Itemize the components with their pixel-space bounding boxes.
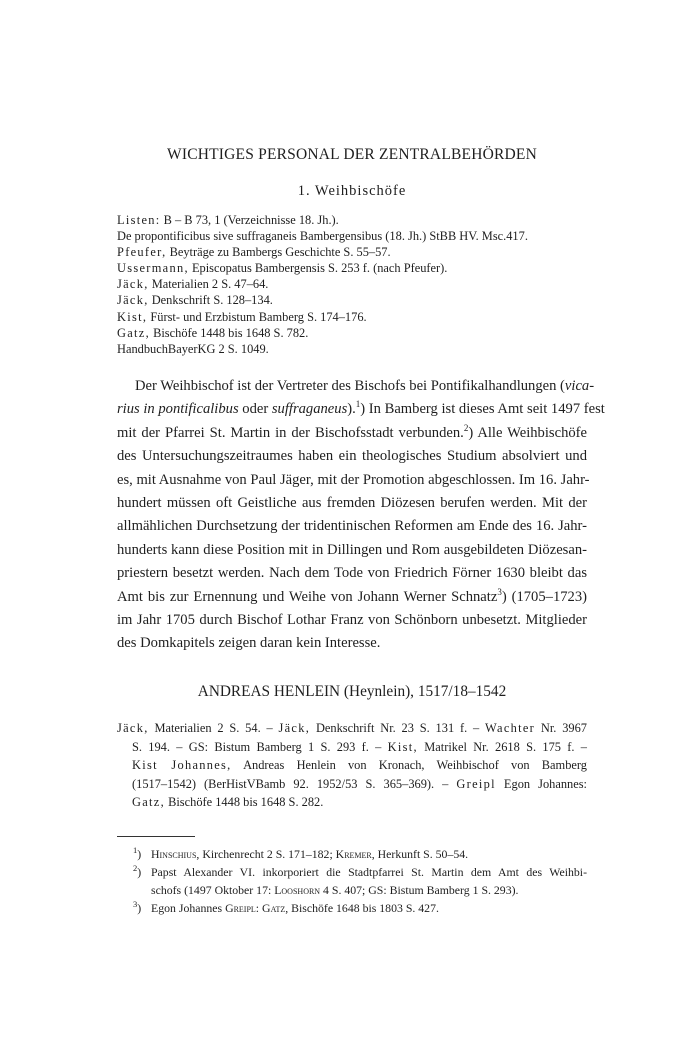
footnote-number: 1 — [133, 845, 138, 855]
footnote-2: $^2$) Papst Alexander VI. inkorporiert die Stadtpfarrei St. Martin dem Amt des Weihbi- schofs (1497 Oktober 17: Looshorn 4 S. 407; GS: Bistum Bamberg 1 S. 293). — [133, 863, 587, 897]
footnote-3: $^3$) Egon Johannes Greipl: Gatz, Bischöfe 1648 bis 1803 S. 427. — [133, 899, 439, 915]
source-entry: Kist, Fürst- und Erzbistum Bamberg S. 174–176. — [117, 309, 367, 324]
section-title: WICHTIGES PERSONAL DER ZENTRALBEHÖRDEN — [167, 146, 537, 163]
body-paragraph — [117, 375, 605, 656]
subsection-title: 1. Weihbischöfe — [297, 183, 407, 199]
body-line: im Jahr 1705 durch Bischof Lothar Franz von Schönborn unbesetzt. Mitglieder — [117, 611, 587, 628]
body-line: mit der Pfarrei St. Martin in der Bischofsstadt verbunden.$^2$) Alle Weihbischöfe — [117, 422, 587, 441]
body-line: hundert müssen oft Geistliche aus fremden Diözesen berufen werden. Mit der — [117, 494, 587, 511]
footnotes — [117, 845, 587, 917]
footnote-number: 3 — [133, 899, 138, 909]
footnote-1: $^1$) Hinschius, Kirchenrecht 2 S. 171–182; Kremer, Herkunft S. 50–54. — [133, 845, 469, 861]
reference-line: Jäck, Materialien 2 S. 54. – Jäck, Denkschrift Nr. 23 S. 131 f. – Wachter Nr. 3967 — [117, 721, 587, 735]
source-entry: Jäck, Denkschrift S. 128–134. — [117, 293, 273, 308]
footnote-ref[interactable]: 2 — [463, 422, 469, 433]
person-heading: ANDREAS HENLEIN (Heynlein), 1517/18–1542 — [197, 683, 507, 700]
source-entry: HandbuchBayerKG 2 S. 1049. — [117, 341, 269, 356]
body-line: es, mit Ausnahme von Paul Jäger, mit der Promotion abgeschlossen. Im 16. Jahr- — [117, 471, 590, 488]
body-line: des Domkapitels zeigen daran kein Interesse. — [117, 635, 381, 652]
source-entry: Pfeufer, Beyträge zu Bambergs Geschichte S. 55–57. — [117, 245, 391, 260]
source-entry: De propontificibus sive suffraganeis Bambergensibus (18. Jh.) StBB HV. Msc.417. — [117, 229, 528, 244]
footnote-ref[interactable]: 3 — [497, 586, 502, 597]
body-line: des Untersuchungszeitraumes haben ein theologisches Studium absolviert und — [117, 448, 587, 465]
source-entry: Gatz, Bischöfe 1448 bis 1648 S. 782. — [117, 325, 309, 340]
source-entry: Listen: B – B 73, 1 (Verzeichnisse 18. Jh.). — [117, 213, 339, 227]
footnote-ref[interactable]: 1 — [355, 399, 361, 410]
source-list — [117, 212, 587, 357]
source-entry: Ussermann, Episcopatus Bambergensis S. 253 f. (nach Pfeufer). — [117, 261, 448, 276]
body-line: rius in pontificalibus oder suffraganeus).$^1$) In Bamberg ist dieses Amt seit 1497 fest — [117, 399, 605, 418]
footnote-divider — [117, 836, 195, 837]
body-line: allmählichen Durchsetzung der tridentinischen Reformen am Ende des 16. Jahr- — [117, 518, 587, 535]
body-line: priestern besetzt werden. Nach dem Tode von Friedrich Förner 1630 bleibt das — [117, 565, 587, 582]
source-entry: Jäck, Materialien 2 S. 47–64. — [117, 277, 269, 292]
body-line: hunderts kann diese Position mit in Dillingen und Rom ausgebildeten Diözesan- — [117, 541, 587, 558]
reference-line: (1517–1542) (BerHistVBamb 92. 1952/53 S. 365–369). – Greipl Egon Johannes: — [132, 776, 587, 791]
person-references — [117, 719, 587, 812]
reference-line: Gatz, Bischöfe 1448 bis 1648 S. 282. — [132, 795, 324, 810]
reference-line: Kist Johannes, Andreas Henlein von Kronach, Weihbischof von Bamberg — [132, 758, 587, 773]
footnote-number: 2 — [133, 863, 138, 873]
body-line: Der Weihbischof ist der Vertreter des Bischofs bei Pontifikalhandlungen (vica- — [135, 378, 595, 394]
reference-line: S. 194. – GS: Bistum Bamberg 1 S. 293 f. – Kist, Matrikel Nr. 2618 S. 175 f. – — [132, 739, 587, 754]
body-line: Amt bis zur Ernennung und Weihe von Johann Werner Schnatz$^3$) (1705–1723) — [117, 586, 587, 605]
